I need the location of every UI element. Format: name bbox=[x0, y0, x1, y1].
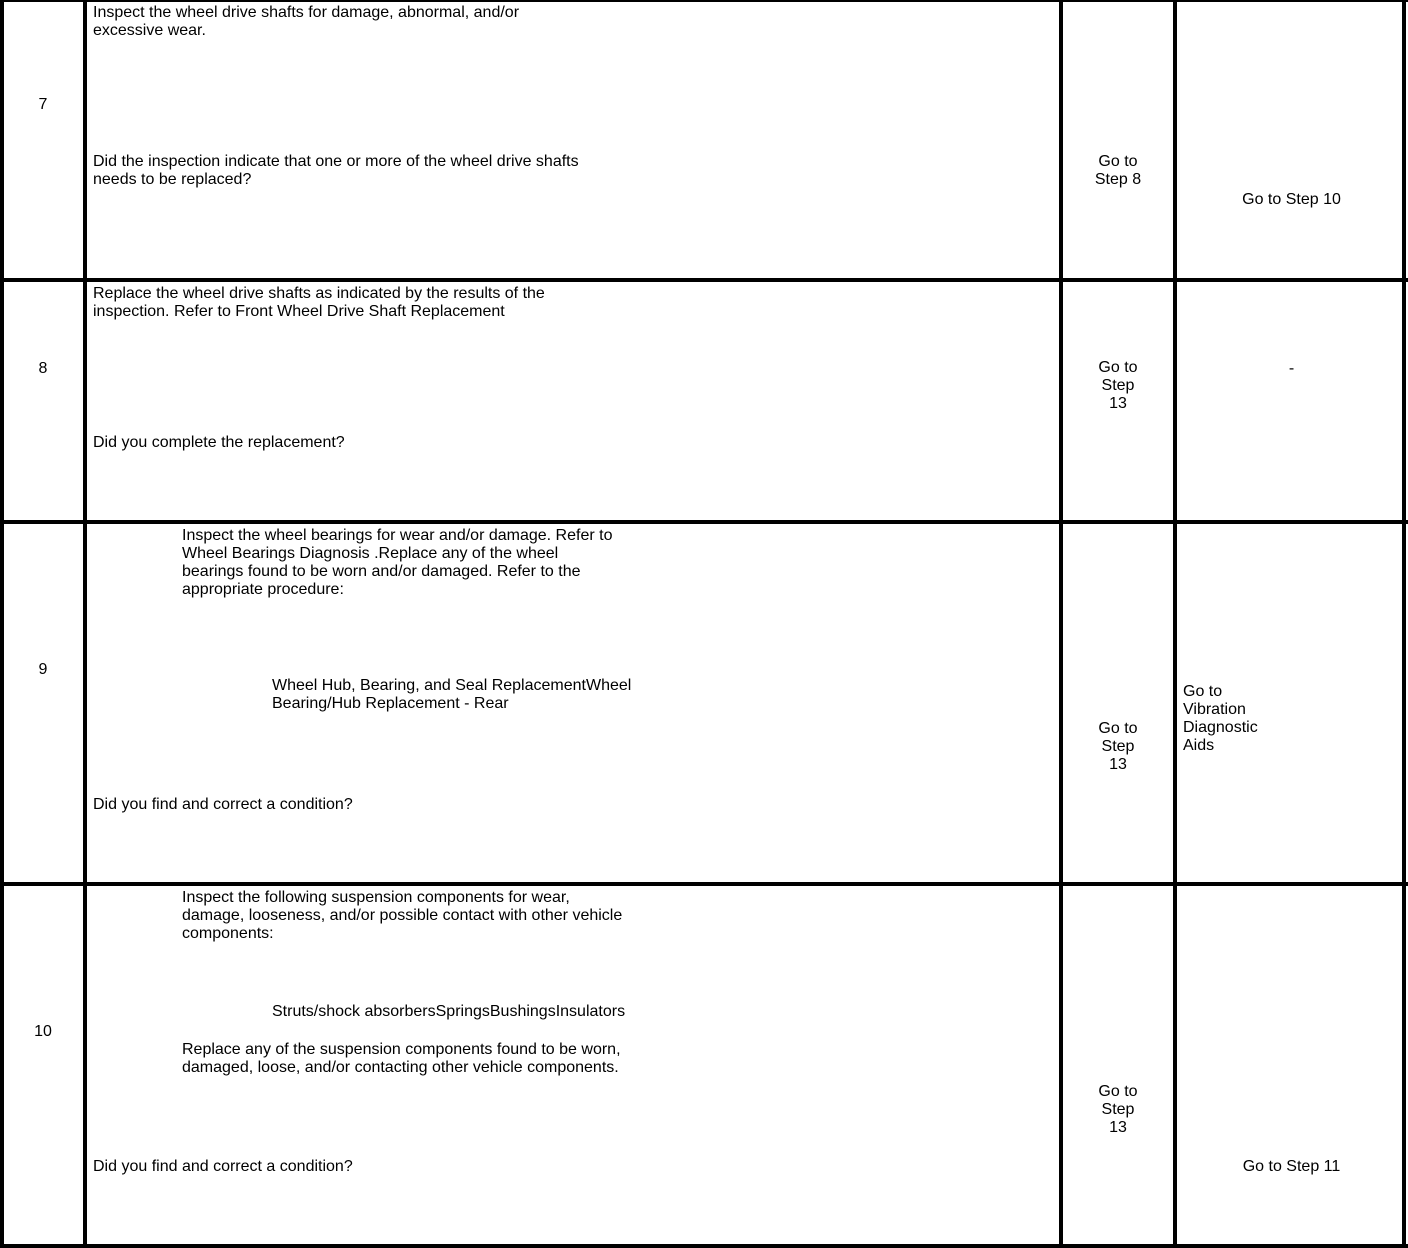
no-result: Go to Vibration Diagnostic Aids bbox=[1183, 683, 1258, 754]
action-text: Replace the wheel drive shafts as indicated by the results of the inspection. Refer to Front Wheel Drive Shaft Replacement bbox=[93, 285, 545, 320]
yes-result: Go to Step 13 bbox=[1098, 359, 1138, 412]
no-result: Go to Step 10 bbox=[1242, 191, 1341, 208]
no-result: - bbox=[1288, 360, 1295, 377]
yes-result: Go to Step 8 bbox=[1094, 153, 1142, 188]
step-number: 7 bbox=[38, 96, 48, 113]
no-result: Go to Step 11 bbox=[1242, 1158, 1341, 1175]
table-row bbox=[0, 0, 1408, 282]
table-row bbox=[0, 282, 1408, 524]
table-border-top bbox=[0, 0, 1408, 2]
row-divider bbox=[0, 882, 1408, 886]
table-border-right bbox=[1402, 0, 1406, 1248]
column-divider bbox=[1173, 0, 1177, 1248]
action-text-replace: Replace any of the suspension components found to be worn, damaged, loose, and/or contacting other vehicle components. bbox=[182, 1041, 621, 1076]
procedure-list: Wheel Hub, Bearing, and Seal ReplacementWheel Bearing/Hub Replacement - Rear bbox=[272, 677, 632, 712]
column-divider bbox=[83, 0, 87, 1248]
table-row bbox=[0, 524, 1408, 886]
action-text: Inspect the wheel bearings for wear and/or damage. Refer to Wheel Bearings Diagnosis .Replace any of the wheel bearings found to be worn and/or damaged. Refer to the appropriate procedure: bbox=[182, 527, 613, 598]
row-divider bbox=[0, 520, 1408, 524]
step-number: 9 bbox=[38, 661, 48, 678]
action-question: Did the inspection indicate that one or more of the wheel drive shafts needs to be replaced? bbox=[93, 153, 579, 188]
action-text: Inspect the following suspension components for wear, damage, looseness, and/or possible contact with other vehicle components: bbox=[182, 889, 623, 942]
column-divider bbox=[1059, 0, 1063, 1248]
component-list: Struts/shock absorbersSpringsBushingsInsulators bbox=[272, 1003, 626, 1020]
action-question: Did you find and correct a condition? bbox=[93, 796, 353, 813]
step-number: 10 bbox=[34, 1023, 52, 1040]
row-divider bbox=[0, 278, 1408, 282]
yes-result: Go to Step 13 bbox=[1098, 720, 1138, 773]
action-question: Did you find and correct a condition? bbox=[93, 1158, 353, 1175]
table-row bbox=[0, 886, 1408, 1248]
action-text: Inspect the wheel drive shafts for damage, abnormal, and/or excessive wear. bbox=[93, 4, 520, 39]
table-border-left bbox=[0, 0, 4, 1248]
table-border-bottom bbox=[0, 1244, 1408, 1248]
step-number: 8 bbox=[38, 360, 48, 377]
action-question: Did you complete the replacement? bbox=[93, 434, 345, 451]
yes-result: Go to Step 13 bbox=[1098, 1083, 1138, 1136]
